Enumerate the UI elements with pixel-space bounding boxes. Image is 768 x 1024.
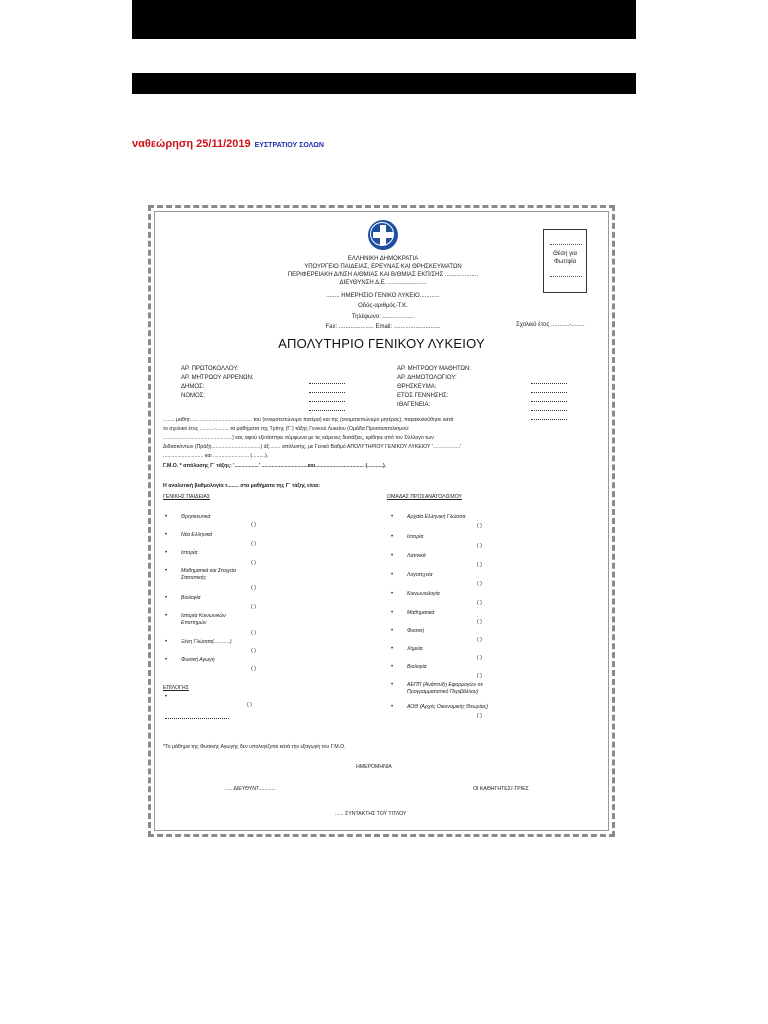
redaction-bar-top (132, 0, 636, 39)
grade-mark: ( ) (251, 560, 256, 566)
revision-text: ναθεώρηση 25/11/2019 (132, 138, 251, 150)
grade-mark: ( ) (477, 543, 482, 549)
orientation-subject-10-line2: Προγραμματιστικό Περιβάλλον) (407, 689, 479, 695)
grade-mark: ( ) (477, 713, 482, 719)
orientation-subject-5: Κοινωνιολογία (407, 591, 440, 597)
field-left-3: ΔΗΜΟΣ: (181, 384, 205, 390)
photo-placeholder (543, 229, 587, 293)
footnote: *Το μάθημα της Φυσικής Αγωγής δεν υπολογίζεται κατά την εξαγωγή του Γ.Μ.Ο. (163, 744, 346, 750)
orientation-subject-3: Λατινικά (407, 553, 426, 559)
orientation-subject-11: ΑΟΘ (Αρχές Οικονομικής Θεωρίας) (407, 704, 488, 710)
header-line-5: ........ ΗΜΕΡΗΣΙΟ ΓΕΝΙΚΟ ΛΥΚΕΙΟ............ (326, 293, 440, 299)
general-subject-5: Βιολογία (181, 595, 201, 601)
field-right-1: ΑΡ. ΜΗΤΡΩΟΥ ΜΑΘΗΤΩΝ: (397, 366, 472, 372)
header-line-7: Τηλέφωνο: ................... (351, 314, 415, 320)
grade-mark: ( ) (477, 619, 482, 625)
orientation-heading: ΟΜΑΔΑΣ ΠΡΟΣΑΝΑΤΟΛΙΣΜΟΥ (387, 494, 462, 500)
orientation-subject-6: Μαθηματικά (407, 610, 435, 616)
grade-mark: ( ) (251, 648, 256, 654)
grade-mark: ( ) (477, 562, 482, 568)
grade-mark: ( ) (477, 523, 482, 529)
field-right-2: ΑΡ. ΔΗΜΟΤΟΛΟΓΙΟΥ: (397, 375, 457, 381)
paragraph-line-1: ........ μαθητ...... .................................... του (ονοματεπώνυμο πατέρα) και της (ονοματεπώνυμο μητέρας), παρακολούθησε κατά (163, 417, 454, 423)
redaction-bar-second (132, 73, 636, 94)
general-subject-6: Ιστορία Κοινωνικών (181, 613, 226, 619)
paragraph-line-2: το σχολικό έτος ..........-......... τα μαθήματα της Τρίτης (Γ΄) τάξης Γενικού Λυκείου (Ομάδα Προσανατολισμού: (163, 426, 410, 432)
revision-note (132, 138, 324, 150)
header-line-6: Οδός-αριθμός-Τ.Κ. (358, 303, 408, 309)
grade-mark: ( ) (251, 522, 256, 528)
greek-emblem-icon (368, 220, 398, 250)
header-line-3: ΠΕΡΙΦΕΡΕΙΑΚΗ Δ/ΝΣΗ Α/ΘΜΙΑΣ ΚΑΙ Β/ΘΜΙΑΣ ΕΚΠ/ΣΗΣ .................... (287, 272, 479, 278)
field-left-1: ΑΡ. ΠΡΩΤΟΚΟΛΛΟΥ: (181, 366, 239, 372)
field-left-2: ΑΡ. ΜΗΤΡΩΟΥ ΑΡΡΕΝΩΝ: (181, 375, 254, 381)
general-subject-2: Νέα Ελληνικά (181, 532, 213, 538)
document-title: ΑΠΟΛΥΤΗΡΙΟ ΓΕΝΙΚΟΥ ΛΥΚΕΙΟΥ (278, 336, 485, 351)
grade-mark: ( ) (251, 541, 256, 547)
orientation-subject-10: ΑΕΠΠ (Ανάπτυξη Εφαρμογών σε (407, 682, 483, 688)
general-subject-3: Ιστορία (181, 550, 198, 556)
orientation-subject-4: Λογοτεχνία (407, 572, 433, 578)
elective-heading: ΕΠΙΛΟΓΗΣ (163, 685, 189, 691)
general-subject-4: Μαθηματικά και Στοιχεία (181, 568, 236, 574)
analysis-heading: Η αναλυτική βαθμολογία τ........ στα μαθήματα της Γ΄ τάξης είναι: (163, 483, 321, 489)
orientation-subject-8: Χημεία (407, 646, 423, 652)
header-line-4: ΔΙΕΥΘΥΝΣΗ Δ.Ε. ....................... (339, 280, 427, 286)
orientation-subject-1: Αρχαία Ελληνική Γλώσσα (407, 514, 466, 520)
general-subject-8: Φυσική Αγωγή (181, 657, 215, 663)
grade-mark: ( ) (477, 655, 482, 661)
general-subject-1: Θρησκευτικά (181, 514, 211, 520)
grade-mark: ( ) (247, 702, 252, 708)
photo-label-1: Θέση για (553, 251, 577, 257)
grade-mark: ( ) (477, 600, 482, 606)
header-line-1: ΕΛΛΗΝΙΚΗ ΔΗΜΟΚΡΑΤΙΑ (347, 256, 419, 262)
orientation-subject-7: Φυσική (407, 628, 424, 634)
general-subject-7: Ξένη Γλώσσα(...........) (181, 639, 232, 645)
field-right-3: ΘΡΗΣΚΕΥΜΑ: (397, 384, 437, 390)
paragraph-line-4: Διδασκόντων (Πράξη..................................) άξ........ απόλυσης, με Γενικό Βαθμό ΑΠΟΛΥΤΗΡΙΟΥ ΓΕΝΙΚΟΥ ΛΥΚΕΙΟΥ '...................' (163, 444, 462, 450)
revision-author: ΕΥΣΤΡΑΤΙΟΥ ΣΟΛΩΝ (254, 142, 324, 149)
field-left-4: ΝΟΜΟΣ: (181, 393, 206, 399)
field-right-4: ΕΤΟΣ ΓΕΝΝΗΣΗΣ: (397, 393, 449, 399)
grade-mark: ( ) (477, 581, 482, 587)
header-line-2: ΥΠΟΥΡΓΕΙΟ ΠΑΙΔΕΙΑΣ, ΕΡΕΥΝΑΣ ΚΑΙ ΘΡΗΣΚΕΥΜΑΤΩΝ (304, 264, 462, 270)
grade-mark: ( ) (251, 630, 256, 636)
school-year: Σχολικό έτος ...........-........ (516, 322, 585, 328)
header-line-8: Fax: ..................... Email: ............................ (325, 324, 441, 330)
general-heading: ΓΕΝΙΚΗΣ ΠΑΙΔΕΙΑΣ (163, 494, 211, 500)
orientation-subject-2: Ιστορία (407, 534, 424, 540)
paragraph-line-6: Γ.Μ.Ο. * απόλυσης Γ΄ τάξης: '.................' ................................και.................................. (...........). (163, 463, 387, 469)
grade-mark: ( ) (477, 673, 482, 679)
certificate-document: ΕΛΛΗΝΙΚΗ ΔΗΜΟΚΡΑΤΙΑ ΥΠΟΥΡΓΕΙΟ ΠΑΙΔΕΙΑΣ, ΕΡΕΥΝΑΣ ΚΑΙ ΘΡΗΣΚΕΥΜΑΤΩΝ ΠΕΡΙΦΕΡΕΙΑΚΗ Δ/ΝΣΗ Α/ΘΜΙΑΣ ΚΑΙ Β/ΘΜΙΑΣ ΕΚΠ/ΣΗΣ .................... ΔΙΕΥΘΥΝΣΗ Δ.Ε. ....................... ........ ΗΜΕΡΗΣΙΟ ΓΕΝΙΚΟ ΛΥΚΕΙΟ............ Οδός-αριθμός-Τ.Κ. Τηλέφωνο: ................... Fax: ..................... Email: ............................ Σχολικό έτος ...........-........ Θέση για Φωτ/φία ΑΠΟΛΥΤΗΡΙΟ ΓΕΝΙΚΟΥ ΛΥΚΕΙΟΥ ΑΡ. ΠΡΩΤΟΚΟΛΛΟΥ: ΑΡ. ΜΗΤΡΩΟΥ ΑΡΡΕΝΩΝ: ΔΗΜΟΣ: ΝΟΜΟΣ: ΑΡ. ΜΗΤΡΩΟΥ ΜΑΘΗΤΩΝ: ΑΡ. ΔΗΜΟΤΟΛΟΓΙΟΥ: ΘΡΗΣΚΕΥΜΑ: ΕΤΟΣ ΓΕΝΝΗΣΗΣ: ΙΘΑΓΕΝΕΙΑ: ........ μαθητ...... .................................... του (ονοματεπώνυμο πατέρα) και της (ονοματεπώνυμο μητέρας), παρακολούθησε κατά το σχολικό έτος ..........-......... τα μαθήματα της Τρίτης (Γ΄) τάξης Γενικού Λυκείου (Ομάδα Προσανατολισμού: ................................................) και, αφού εξετάστηκε σύμφωνα με τις κείμενες διατάξεις, κρίθηκε από τον Σύλλογο των Διδασκόντων (Πράξη..................................) άξ........ απόλυσης, με Γενικό Βαθμό ΑΠΟΛΥΤΗΡΙΟΥ ΓΕΝΙΚΟΥ ΛΥΚΕΙΟΥ '...................' ............................ και ......................... (.........). Γ.Μ.Ο. * απόλυσης Γ΄ τάξης: '.................' ................................και.................................. (...........). Η αναλυτική βαθμολογία τ........ στα μαθήματα της Γ΄ τάξης είναι: ΓΕΝΙΚΗΣ ΠΑΙΔΕΙΑΣ • Θρησκευτικά ( ) • Νέα Ελληνικά ( ) • Ιστορία ( ) • Μαθηματικά και Στοιχεία Στατιστικής ( ) • Βιολογία ( ) • Ιστορία Κοινωνικών Επιστημών ( ) • Ξένη Γλώσσα(...........) ( ) • Φυσική Αγωγή ( ) ΕΠΙΛΟΓΗΣ • ( ) ΟΜΑΔΑΣ ΠΡΟΣΑΝΑΤΟΛΙΣΜΟΥ • Αρχαία Ελληνική Γλώσσα ( ) • Ιστορία ( ) • Λατινικά ( ) • Λογοτεχνία ( ) • Κοινωνιολογία ( ) • Μαθηματικά ( ) • Φυσική ( ) • Χημεία ( ) • Βιολογία ( ) • ΑΕΠΠ (Ανάπτυξη Εφαρμογών σε Προγραμματιστικό Περιβάλλον) • ΑΟΘ (Αρχές Οικονομικής Θεωρίας) ( ) *Το μάθημα της Φυσικής Αγωγής δεν υπολογίζεται κατά την εξαγωγή του Γ.Μ.Ο. ΗΜΕΡΟΜΗΝΙΑ ..... ΔΙΕΥΘΥΝΤ............ ΟΙ ΚΑΘΗΓΗΤΕΣ/-ΤΡΙΕΣ ...... ΣΥΝΤΑΚΤΗΣ ΤΟΥ ΤΙΤΛΟΥ (148, 205, 615, 837)
director-signature: ..... ΔΙΕΥΘΥΝΤ............ (225, 786, 276, 792)
compiler-signature: ...... ΣΥΝΤΑΚΤΗΣ ΤΟΥ ΤΙΤΛΟΥ (335, 811, 407, 817)
general-subject-4-line2: Στατιστικής (181, 575, 207, 581)
paragraph-line-3: ................................................) και, αφού εξετάστηκε σύμφωνα με τις κείμενες διατάξεις, κρίθηκε από τον Σύλλογο των (163, 435, 434, 441)
paragraph-line-5: ............................ και ......................... (.........). (163, 453, 269, 459)
orientation-subject-9: Βιολογία (407, 664, 427, 670)
general-subject-6-line2: Επιστημών (181, 620, 207, 626)
grade-mark: ( ) (477, 637, 482, 643)
photo-label-2: Φωτ/φία (553, 259, 577, 265)
grade-mark: ( ) (251, 585, 256, 591)
field-right-5: ΙΘΑΓΕΝΕΙΑ: (397, 402, 431, 408)
date-label: ΗΜΕΡΟΜΗΝΙΑ (356, 764, 392, 770)
teachers-signature: ΟΙ ΚΑΘΗΓΗΤΕΣ/-ΤΡΙΕΣ (473, 786, 529, 792)
grade-mark: ( ) (251, 666, 256, 672)
grade-mark: ( ) (251, 604, 256, 610)
